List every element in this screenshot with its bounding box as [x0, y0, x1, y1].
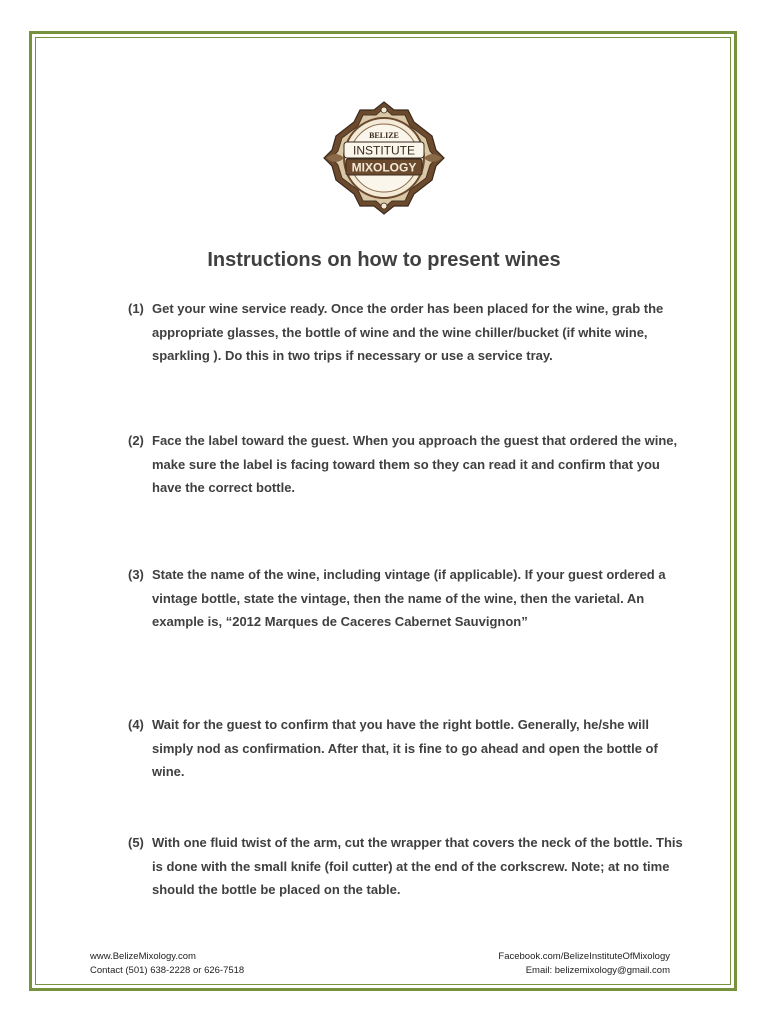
instruction-step-5 — [128, 831, 688, 902]
logo-mixology-text: MIXOLOGY — [351, 160, 417, 175]
step-number: (2) — [128, 433, 144, 448]
step-text: Get your wine service ready. Once the order has been placed for the wine, grab the appropriate glasses, the bottle of wine and the wine chiller/bucket (if white wine, sparkling ). Do this in two trips if necessary or use a service tray. — [152, 301, 664, 363]
logo-institute-text: INSTITUTE — [353, 143, 415, 158]
step-number: (5) — [128, 835, 144, 850]
step-text: With one fluid twist of the arm, cut the wrapper that covers the neck of the bottle. This is done with the small knife (foil cutter) at the end of the corkscrew. Note; at no time should the bottle be placed on the table. — [152, 835, 683, 897]
footer-left — [90, 950, 244, 978]
page-title: Instructions on how to present wines — [207, 249, 561, 271]
instruction-step-2 — [128, 429, 688, 500]
step-text: Face the label toward the guest. When you approach the guest that ordered the wine, make sure the label is facing toward them so they can read it and confirm that you have the correct bottle. — [152, 433, 678, 495]
step-text: Wait for the guest to confirm that you have the right bottle. Generally, he/she will simply nod as confirmation. After that, it is fine to go ahead and open the bottle of wine. — [152, 717, 658, 779]
footer-email[interactable]: Email: belizemixology@gmail.com — [525, 965, 670, 976]
footer-right — [498, 950, 670, 978]
logo-belize-text: BELIZE — [369, 131, 399, 140]
footer-facebook-link[interactable]: Facebook.com/BelizeInstituteOfMixology — [498, 951, 670, 962]
instruction-step-3 — [128, 563, 688, 634]
belize-institute-of-mixology-logo — [322, 100, 446, 216]
footer-website-link[interactable]: www.BelizeMixology.com — [90, 951, 196, 962]
step-number: (3) — [128, 567, 144, 582]
step-number: (1) — [128, 301, 144, 316]
footer-contact-phone: Contact (501) 638-2228 or 626-7518 — [90, 965, 245, 976]
step-number: (4) — [128, 717, 144, 732]
instruction-step-1 — [128, 297, 688, 368]
instruction-step-4 — [128, 713, 688, 784]
step-text: State the name of the wine, including vintage (if applicable). If your guest ordered a vintage bottle, state the vintage, then the name of the wine, then the varietal. An example is, “2012 Marques de Caceres Cabernet Sauvignon” — [152, 567, 666, 629]
